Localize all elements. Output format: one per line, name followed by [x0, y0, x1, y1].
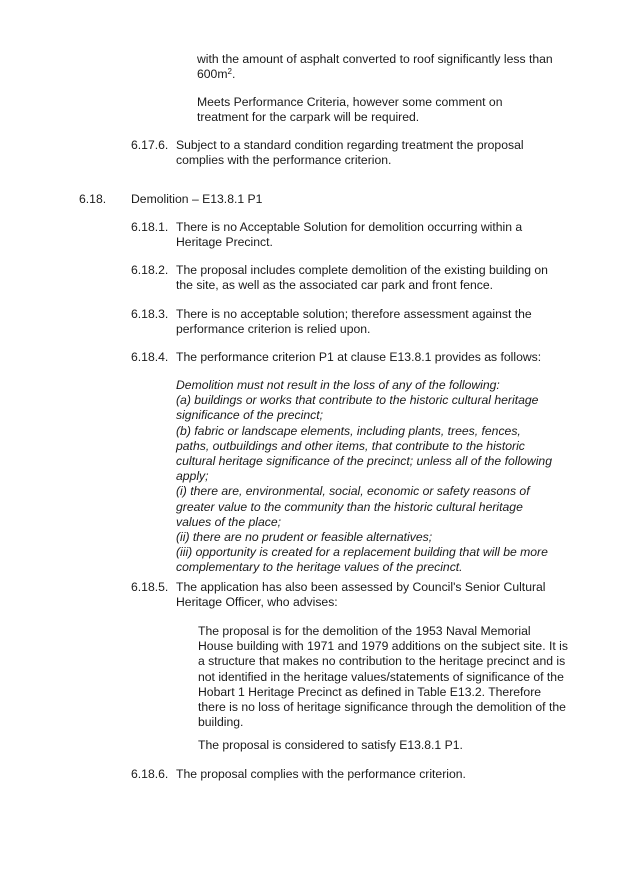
- performance-criterion-quote: [176, 378, 586, 576]
- clause-text: The application has also been assessed by Council's Senior Cultural Heritage Officer, who advises:: [176, 580, 546, 610]
- criterion-line: significance of the precinct;: [176, 408, 324, 423]
- clause-number: 6.18.1.: [131, 220, 169, 234]
- clause-number: 6.18.6.: [131, 767, 169, 781]
- criterion-line: (ii) there are no prudent or feasible alternatives;: [176, 530, 433, 545]
- clause-number: 6.18.5.: [131, 580, 169, 594]
- meets-criteria-note: Meets Performance Criteria, however some comment on treatment for the carpark will be required.: [197, 95, 503, 125]
- criterion-line: greater value to the community than the historic cultural heritage: [176, 499, 523, 514]
- section-number: 6.18.: [79, 192, 107, 206]
- clause-number: 6.17.6.: [131, 138, 169, 152]
- clause-text: The proposal includes complete demolition of the existing building on the site, as well as the associated car park and front fence.: [176, 263, 548, 293]
- clause-number: 6.18.3.: [131, 307, 169, 321]
- clause-number: 6.18.4.: [131, 350, 169, 364]
- criterion-line: (i) there are, environmental, social, economic or safety reasons of: [176, 484, 530, 499]
- clause-number: 6.18.2.: [131, 263, 169, 277]
- criterion-line: values of the place;: [176, 514, 282, 529]
- officer-quote-conclusion: The proposal is considered to satisfy E13.8.1 P1.: [198, 738, 463, 752]
- clause-text: The proposal complies with the performance criterion.: [176, 767, 466, 781]
- criterion-line: paths, outbuildings and other items, that contribute to the historic: [176, 438, 525, 453]
- criterion-line: cultural heritage significance of the precinct; unless all of the following: [176, 454, 552, 469]
- intro-line-2: $600m^2$.: [197, 67, 236, 81]
- officer-quote-paragraph: The proposal is for the demolition of the 1953 Naval Memorial House building with 1971 and 1979 additions on the subject site. It is a structure that makes no contribution to the heritage precinct and is not identified in the heritage values/statements of significance of the Hobart 1 Heritage Precinct as defined in Table E13.2. Therefore there is no loss of heritage significance through the demolition of the building.: [198, 624, 568, 730]
- criterion-line: Demolition must not result in the loss of any of the following:: [176, 378, 500, 392]
- criterion-line: (iii) opportunity is created for a replacement building that will be more: [176, 545, 548, 560]
- clause-text: There is no Acceptable Solution for demolition occurring within a Heritage Precinct.: [176, 220, 523, 250]
- section-heading: Demolition – E13.8.1 P1: [131, 192, 263, 206]
- clause-text: There is no acceptable solution; therefore assessment against the performance criterion is relied upon.: [176, 307, 532, 337]
- criterion-line: apply;: [176, 469, 209, 484]
- criterion-line: (a) buildings or works that contribute to the historic cultural heritage: [176, 393, 539, 408]
- criterion-line: complementary to the heritage values of the precinct.: [176, 560, 463, 575]
- clause-text: Subject to a standard condition regarding treatment the proposal complies with the performance criterion.: [176, 138, 524, 168]
- criterion-line: (b) fabric or landscape elements, including plants, trees, fences,: [176, 423, 521, 438]
- clause-text: The performance criterion P1 at clause E13.8.1 provides as follows:: [176, 350, 542, 364]
- intro-line-1: with the amount of asphalt converted to roof significantly less than: [197, 52, 553, 66]
